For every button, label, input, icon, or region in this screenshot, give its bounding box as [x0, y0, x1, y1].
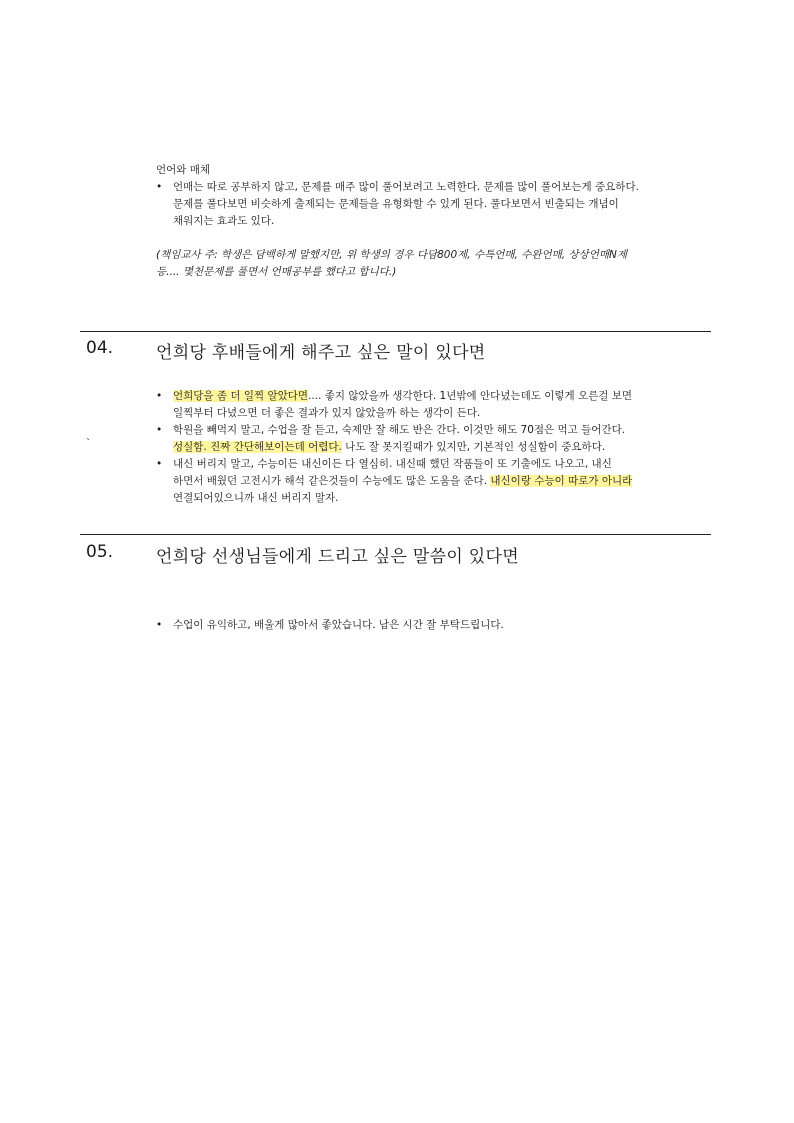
- highlighted-text: 언희당을 좀 더 일찍 알았다면: [173, 390, 309, 402]
- section-number: 05.: [86, 542, 114, 562]
- bullet-icon: •: [156, 458, 163, 470]
- section-3-body: [156, 162, 716, 281]
- list-item-line: 학원을 빼먹지 말고, 수업을 잘 듣고, 숙제만 잘 해도 반은 간다. 이것만 해도 70점은 먹고 들어간다.: [173, 424, 626, 436]
- list-item-line: 수업이 유익하고, 배울게 많아서 좋았습니다. 남은 시간 잘 부탁드립니다.: [173, 619, 504, 631]
- highlighted-text: 성실함. 진짜 간단해보이는데 어렵다.: [173, 441, 342, 453]
- bullet-icon: •: [156, 424, 163, 436]
- list-item-line: 일찍부터 다녔으면 더 좋은 결과가 있지 않았을까 하는 생각이 든다.: [173, 407, 481, 419]
- list-item-line: 언희당을 좀 더 일찍 알았다면.... 좋지 않았을까 생각한다. 1년밖에 안다녔는데도 이렇게 오른걸 보면: [173, 390, 633, 402]
- section-5-body: [156, 617, 716, 634]
- list-item: [156, 179, 716, 230]
- bullet-icon: •: [156, 181, 163, 193]
- list-item: [156, 456, 716, 507]
- teacher-note: [156, 247, 716, 281]
- highlighted-text: 내신이랑 수능이 따로가 아니라: [490, 475, 633, 487]
- section-divider: [80, 534, 711, 535]
- subsection-title: 언어와 매체: [156, 164, 211, 176]
- list-item-line: 연결되어있으니까 내신 버리지 말자.: [173, 492, 339, 504]
- list-item: [156, 617, 716, 634]
- section-title: 언희당 선생님들에게 드리고 싶은 말씀이 있다면: [156, 547, 519, 567]
- list-item-line: 언매는 따로 공부하지 않고, 문제를 매주 많이 풀어보려고 노력한다. 문제를 많이 풀어보는게 중요하다.: [173, 181, 639, 193]
- bullet-icon: •: [156, 619, 163, 631]
- list-item-line: 채워지는 효과도 있다.: [173, 215, 275, 227]
- list-item: [156, 422, 716, 456]
- list-item-line: 성실함. 진짜 간단해보이는데 어렵다. 나도 잘 못지킬때가 있지만, 기본적인 성실함이 중요하다.: [173, 441, 606, 453]
- section-number: 04.: [86, 338, 114, 358]
- section-divider: [80, 331, 711, 332]
- list-item-line: 내신 버리지 말고, 수능이든 내신이든 다 열심히. 내신때 했던 작품들이 또 기출에도 나오고, 내신: [173, 458, 612, 470]
- list-item-line: 문제를 풀다보면 비슷하게 출제되는 문제들을 유형화할 수 있게 된다. 풀다보면서 빈출되는 개념이: [173, 198, 619, 210]
- bullet-icon: •: [156, 390, 163, 402]
- note-line: (책임교사 주: 학생은 담백하게 말했지만, 위 학생의 경우 다담800제, 수특언매, 수완언매, 상상언매N제: [156, 249, 628, 261]
- margin-mark: `: [86, 438, 91, 449]
- section-title: 언희당 후배들에게 해주고 싶은 말이 있다면: [156, 343, 486, 363]
- list-item-line: 하면서 배웠던 고전시가 해석 같은것들이 수능에도 많은 도움을 준다. 내신이랑 수능이 따로가 아니라: [173, 475, 633, 487]
- list-item: [156, 388, 716, 422]
- section-4-body: [156, 388, 716, 507]
- note-line: 등.... 몇천문제를 풀면서 언매공부를 했다고 합니다.): [156, 266, 397, 278]
